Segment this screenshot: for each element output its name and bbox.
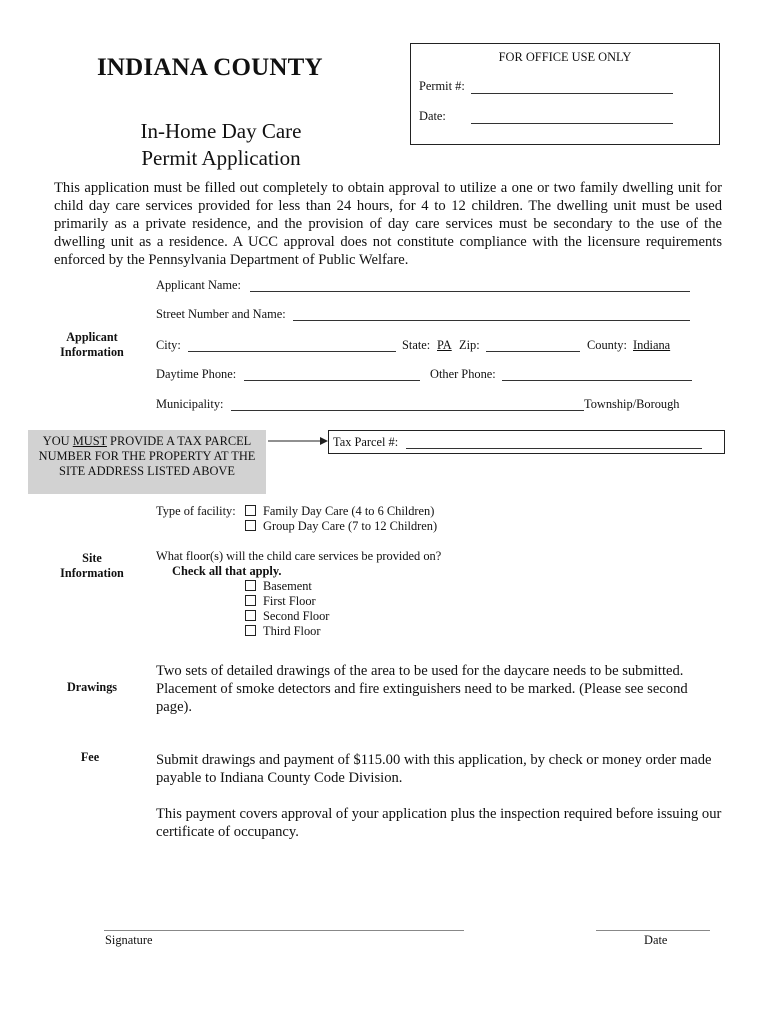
facility-option-family[interactable] [245, 504, 434, 519]
office-date-field[interactable] [471, 123, 673, 124]
site-heading-line-1: Site [82, 551, 102, 565]
site-heading-line-2: Information [60, 566, 124, 580]
city-field[interactable] [188, 351, 396, 352]
signature-date-field[interactable] [596, 930, 710, 931]
signature-date-label: Date [644, 933, 668, 947]
municipality-label: Municipality: [156, 397, 224, 411]
tax-notice-suffix: PROVIDE A TAX PARCEL [110, 434, 252, 448]
facility-option-family-label: Family Day Care (4 to 6 Children) [263, 504, 435, 518]
street-field[interactable] [293, 320, 690, 321]
intro-paragraph: This application must be filled out completely to obtain approval to utilize a one or two family dwelling unit for child day care services provided for less than 24 hours, for 4 to 12 children. The dwelling unit must be used primarily as a private residence, and the provision of day care services must be secondary to the use of the dwelling unit as a residence. A UCC approval does not constitute compliance with the licensure requirements enforced by the Pennsylvania Department of Public Welfare. [54, 180, 722, 268]
county-title: INDIANA COUNTY [97, 54, 323, 81]
office-date-label: Date: [419, 109, 446, 123]
tax-notice-line-3: SITE ADDRESS LISTED ABOVE [59, 464, 235, 478]
municipality-field[interactable] [231, 410, 584, 411]
facility-type-label: Type of facility: [156, 504, 236, 518]
applicant-name-field[interactable] [250, 291, 690, 292]
page-title [112, 118, 330, 172]
title-line-2: Permit Application [141, 146, 301, 170]
tax-parcel-box [328, 430, 725, 454]
county-value[interactable]: Indiana [633, 338, 671, 352]
tax-parcel-field[interactable] [406, 448, 702, 449]
title-line-1: In-Home Day Care [140, 119, 302, 143]
fee-section-heading: Fee [80, 750, 100, 764]
township-borough-label: Township/Borough [584, 397, 680, 411]
floor-option-first[interactable] [245, 594, 316, 609]
tax-notice-line-1 [28, 434, 266, 449]
zip-field[interactable] [486, 351, 580, 352]
drawings-text: Two sets of detailed drawings of the area to be used for the daycare needs to be submitted. Placement of smoke detectors and fire extinguishers need to be marked. (Please see second page). [156, 663, 688, 715]
fee-text-1: Submit drawings and payment of $115.00 with this application, by check or money order made payable to Indiana County Code Division. [156, 752, 712, 786]
county-label: County: [587, 338, 627, 352]
office-use-box [410, 43, 720, 145]
other-phone-label: Other Phone: [430, 367, 496, 381]
state-label: State: [402, 338, 431, 352]
floor-option-label: Third Floor [263, 624, 321, 638]
other-phone-field[interactable] [502, 380, 692, 381]
site-section-heading [40, 551, 144, 581]
applicant-name-label: Applicant Name: [156, 278, 241, 292]
tax-notice-line-2: NUMBER FOR THE PROPERTY AT THE [38, 449, 256, 463]
facility-option-group[interactable] [245, 519, 437, 534]
checkbox-icon[interactable] [245, 595, 256, 606]
arrow-right-icon [268, 434, 328, 448]
zip-label: Zip: [459, 338, 480, 352]
daytime-phone-field[interactable] [244, 380, 420, 381]
floor-instruction: Check all that apply. [172, 564, 282, 578]
signature-field[interactable] [104, 930, 464, 931]
tax-parcel-notice [28, 430, 266, 494]
floor-option-second[interactable] [245, 609, 329, 624]
checkbox-icon[interactable] [245, 625, 256, 636]
applicant-heading-line-2: Information [60, 345, 124, 359]
drawings-section-heading: Drawings [66, 680, 118, 694]
floor-option-basement[interactable] [245, 579, 312, 594]
permit-number-field[interactable] [471, 93, 673, 94]
permit-number-label: Permit #: [419, 79, 465, 93]
checkbox-icon[interactable] [245, 610, 256, 621]
checkbox-icon[interactable] [245, 520, 256, 531]
floor-option-third[interactable] [245, 624, 320, 639]
floor-option-label: Basement [263, 579, 312, 593]
tax-notice-must: MUST [72, 434, 107, 448]
applicant-heading-line-1: Applicant [66, 330, 118, 344]
daytime-phone-label: Daytime Phone: [156, 367, 237, 381]
applicant-section-heading [40, 330, 144, 360]
facility-option-group-label: Group Day Care (7 to 12 Children) [263, 519, 438, 533]
state-value[interactable]: PA [437, 338, 452, 352]
street-label: Street Number and Name: [156, 307, 286, 321]
tax-parcel-label: Tax Parcel #: [333, 435, 399, 449]
floor-question: What floor(s) will the child care services be provided on? [156, 549, 442, 563]
office-use-title: FOR OFFICE USE ONLY [498, 50, 632, 64]
tax-notice-you: YOU [42, 434, 70, 448]
floor-option-label: Second Floor [263, 609, 330, 623]
checkbox-icon[interactable] [245, 505, 256, 516]
signature-label: Signature [105, 933, 153, 947]
checkbox-icon[interactable] [245, 580, 256, 591]
floor-option-label: First Floor [263, 594, 316, 608]
city-label: City: [156, 338, 181, 352]
fee-text-2: This payment covers approval of your application plus the inspection required before issuing our certificate of occupancy. [156, 806, 722, 840]
